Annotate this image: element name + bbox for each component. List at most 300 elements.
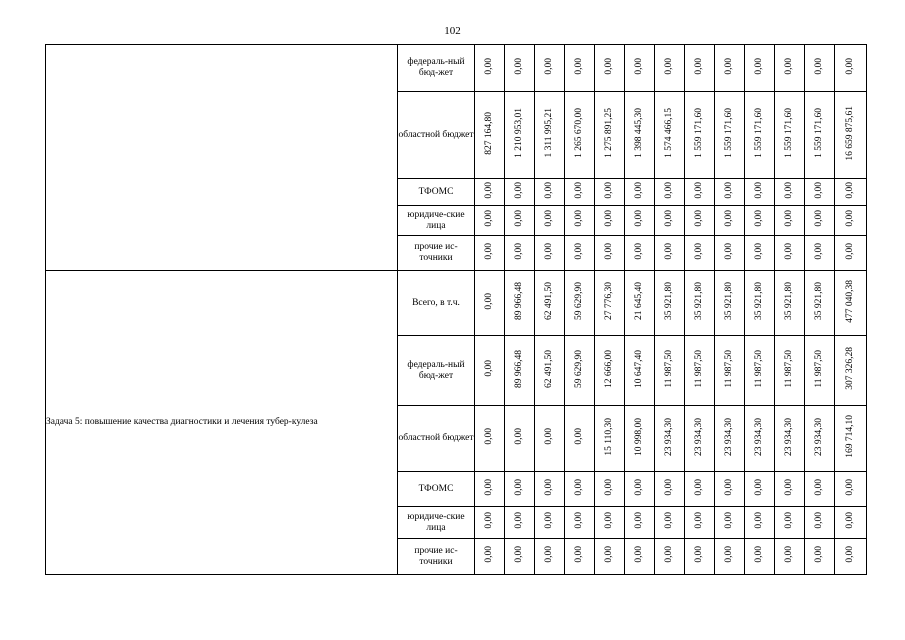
value-text: 1 559 171,60 xyxy=(784,108,794,158)
value-cell xyxy=(625,45,655,92)
value-cell xyxy=(835,472,867,507)
value-text: 0,00 xyxy=(724,546,734,563)
value-cell xyxy=(655,336,685,406)
value-cell xyxy=(625,507,655,539)
value-cell xyxy=(745,271,775,336)
value-text: 16 659 875,61 xyxy=(845,105,855,161)
value-text: 15 110,30 xyxy=(604,417,614,456)
value-cell xyxy=(685,92,715,179)
value-text: 0,00 xyxy=(544,428,554,445)
value-text: 0,00 xyxy=(814,546,824,563)
value-text: 0,00 xyxy=(845,57,855,75)
value-text: 0,00 xyxy=(724,512,734,529)
value-text: 0,00 xyxy=(634,181,644,199)
value-text: 0,00 xyxy=(514,242,524,260)
value-text: 0,00 xyxy=(574,428,584,445)
value-cell xyxy=(745,336,775,406)
value-cell xyxy=(565,206,595,236)
value-cell xyxy=(655,406,685,472)
value-cell xyxy=(745,539,775,575)
value-text: 27 776,30 xyxy=(604,282,614,320)
value-cell xyxy=(565,236,595,271)
value-text: 0,00 xyxy=(664,546,674,563)
value-text: 35 921,80 xyxy=(724,282,734,320)
value-text: 0,00 xyxy=(604,210,614,227)
value-cell xyxy=(475,206,505,236)
value-cell xyxy=(625,406,655,472)
value-text: 0,00 xyxy=(694,512,704,529)
value-text: 307 326,28 xyxy=(845,347,855,390)
value-text: 477 040,38 xyxy=(845,279,855,323)
value-text: 0,00 xyxy=(574,242,584,260)
value-cell xyxy=(505,507,535,539)
value-cell xyxy=(655,472,685,507)
value-cell xyxy=(565,539,595,575)
value-cell xyxy=(835,92,867,179)
value-cell xyxy=(745,92,775,179)
value-cell xyxy=(655,92,685,179)
value-text: 0,00 xyxy=(754,478,764,496)
value-cell xyxy=(475,406,505,472)
value-text: 0,00 xyxy=(574,210,584,227)
value-text: 1 275 891,25 xyxy=(604,108,614,158)
value-cell xyxy=(565,271,595,336)
value-cell xyxy=(775,271,805,336)
value-cell xyxy=(595,336,625,406)
value-text: 35 921,80 xyxy=(784,282,794,320)
value-text: 11 987,50 xyxy=(784,349,794,388)
value-text: 0,00 xyxy=(604,242,614,260)
value-text: 23 934,30 xyxy=(694,417,704,456)
value-text: 0,00 xyxy=(754,546,764,563)
value-cell xyxy=(775,507,805,539)
value-cell xyxy=(745,179,775,206)
value-text: 0,00 xyxy=(664,210,674,227)
value-cell xyxy=(625,179,655,206)
funding-source-cell: юридиче-ские лица xyxy=(398,507,475,539)
value-cell xyxy=(745,206,775,236)
value-text: 0,00 xyxy=(814,181,824,199)
funding-source-cell: областной бюджет xyxy=(398,406,475,472)
value-text: 0,00 xyxy=(845,210,855,227)
value-text: 0,00 xyxy=(544,478,554,496)
value-cell xyxy=(595,92,625,179)
value-cell xyxy=(505,179,535,206)
value-text: 23 934,30 xyxy=(724,417,734,456)
value-text: 1 559 171,60 xyxy=(814,108,824,158)
funding-source-cell: юридиче-ские лица xyxy=(398,206,475,236)
value-text: 0,00 xyxy=(604,57,614,75)
value-cell xyxy=(535,236,565,271)
value-text: 0,00 xyxy=(814,512,824,529)
value-text: 0,00 xyxy=(814,210,824,227)
value-text: 0,00 xyxy=(724,181,734,199)
value-text: 10 647,40 xyxy=(634,349,644,388)
value-cell xyxy=(505,206,535,236)
value-text: 59 629,90 xyxy=(574,349,584,388)
value-text: 0,00 xyxy=(484,428,494,445)
value-text: 0,00 xyxy=(544,512,554,529)
value-cell xyxy=(805,206,835,236)
value-text: 0,00 xyxy=(784,546,794,563)
value-cell xyxy=(805,336,835,406)
value-cell xyxy=(655,539,685,575)
value-cell xyxy=(625,206,655,236)
value-text: 0,00 xyxy=(845,546,855,563)
value-text: 0,00 xyxy=(484,546,494,563)
value-text: 1 574 466,15 xyxy=(664,108,674,158)
value-text: 0,00 xyxy=(544,210,554,227)
value-text: 0,00 xyxy=(514,57,524,75)
value-cell xyxy=(535,539,565,575)
value-cell xyxy=(745,406,775,472)
value-cell xyxy=(775,45,805,92)
value-text: 0,00 xyxy=(604,181,614,199)
value-cell xyxy=(775,206,805,236)
value-cell xyxy=(835,206,867,236)
value-cell xyxy=(685,539,715,575)
value-cell xyxy=(655,179,685,206)
value-cell xyxy=(775,92,805,179)
value-text: 23 934,30 xyxy=(754,417,764,456)
value-text: 1 559 171,60 xyxy=(724,108,734,158)
value-text: 0,00 xyxy=(845,181,855,199)
value-cell xyxy=(745,45,775,92)
value-cell xyxy=(565,92,595,179)
value-text: 0,00 xyxy=(724,210,734,227)
value-cell xyxy=(625,472,655,507)
value-cell xyxy=(685,336,715,406)
value-cell xyxy=(655,271,685,336)
value-cell xyxy=(475,472,505,507)
value-text: 59 629,90 xyxy=(574,282,584,320)
value-text: 0,00 xyxy=(694,210,704,227)
value-cell xyxy=(595,406,625,472)
value-cell xyxy=(475,236,505,271)
value-text: 0,00 xyxy=(754,57,764,75)
value-text: 0,00 xyxy=(484,292,494,310)
value-cell xyxy=(565,45,595,92)
value-text: 0,00 xyxy=(544,181,554,199)
value-cell xyxy=(475,92,505,179)
value-cell xyxy=(595,206,625,236)
task-cell: Задача 5: повышение качества диагностики и лечения тубер-кулеза xyxy=(46,271,398,575)
value-text: 0,00 xyxy=(694,478,704,496)
value-text: 0,00 xyxy=(664,242,674,260)
value-cell xyxy=(775,472,805,507)
value-text: 0,00 xyxy=(694,242,704,260)
value-text: 0,00 xyxy=(514,210,524,227)
value-cell xyxy=(685,406,715,472)
value-text: 0,00 xyxy=(574,181,584,199)
value-text: 11 987,50 xyxy=(814,349,824,388)
value-cell xyxy=(595,271,625,336)
value-cell xyxy=(655,507,685,539)
value-cell xyxy=(715,179,745,206)
value-text: 0,00 xyxy=(664,478,674,496)
value-text: 1 210 953,01 xyxy=(514,108,524,158)
value-text: 0,00 xyxy=(845,242,855,260)
value-cell xyxy=(715,236,745,271)
value-cell xyxy=(565,406,595,472)
value-cell xyxy=(475,271,505,336)
value-cell xyxy=(475,507,505,539)
value-text: 0,00 xyxy=(814,57,824,75)
value-cell xyxy=(505,45,535,92)
value-text: 21 645,40 xyxy=(634,282,644,320)
value-text: 0,00 xyxy=(484,181,494,199)
value-cell xyxy=(505,539,535,575)
value-text: 1 265 670,00 xyxy=(574,108,584,158)
value-text: 0,00 xyxy=(845,478,855,496)
value-cell xyxy=(745,507,775,539)
value-text: 0,00 xyxy=(694,546,704,563)
value-cell xyxy=(775,336,805,406)
value-text: 0,00 xyxy=(544,242,554,260)
value-text: 0,00 xyxy=(604,512,614,529)
value-text: 0,00 xyxy=(845,512,855,529)
value-text: 0,00 xyxy=(634,210,644,227)
value-cell xyxy=(535,206,565,236)
value-text: 0,00 xyxy=(754,210,764,227)
value-text: 0,00 xyxy=(634,478,644,496)
value-cell xyxy=(685,236,715,271)
value-cell xyxy=(595,179,625,206)
value-text: 0,00 xyxy=(784,512,794,529)
value-cell xyxy=(565,507,595,539)
value-cell xyxy=(475,179,505,206)
value-cell xyxy=(535,271,565,336)
value-text: 23 934,30 xyxy=(814,417,824,456)
value-cell xyxy=(565,179,595,206)
value-cell xyxy=(625,271,655,336)
value-cell xyxy=(475,45,505,92)
value-text: 0,00 xyxy=(634,546,644,563)
funding-source-cell: прочие ис-точники xyxy=(398,236,475,271)
value-cell xyxy=(805,236,835,271)
value-cell xyxy=(685,507,715,539)
value-text: 0,00 xyxy=(634,57,644,75)
value-text: 0,00 xyxy=(604,546,614,563)
value-text: 0,00 xyxy=(814,242,824,260)
value-text: 62 491,50 xyxy=(544,349,554,388)
value-cell xyxy=(745,472,775,507)
value-text: 0,00 xyxy=(814,478,824,496)
value-cell xyxy=(595,236,625,271)
value-cell xyxy=(745,236,775,271)
value-cell xyxy=(565,472,595,507)
page-number: 102 xyxy=(444,25,461,37)
value-text: 0,00 xyxy=(484,512,494,529)
value-text: 1 311 995,21 xyxy=(544,108,554,158)
value-cell xyxy=(625,92,655,179)
value-text: 0,00 xyxy=(724,242,734,260)
value-cell xyxy=(805,271,835,336)
value-cell xyxy=(535,45,565,92)
value-cell xyxy=(715,45,745,92)
table-row xyxy=(46,45,867,92)
value-cell xyxy=(655,206,685,236)
value-cell xyxy=(715,206,745,236)
value-text: 0,00 xyxy=(604,478,614,496)
value-cell xyxy=(595,507,625,539)
value-text: 0,00 xyxy=(484,57,494,75)
budget-table xyxy=(45,44,867,575)
value-text: 35 921,80 xyxy=(694,282,704,320)
value-text: 89 966,48 xyxy=(514,349,524,388)
funding-source-cell: ТФОМС xyxy=(398,179,475,206)
value-cell xyxy=(655,45,685,92)
value-cell xyxy=(625,539,655,575)
value-text: 0,00 xyxy=(664,181,674,199)
value-text: 11 987,50 xyxy=(694,349,704,388)
value-text: 0,00 xyxy=(664,57,674,75)
funding-source-cell: прочие ис-точники xyxy=(398,539,475,575)
value-cell xyxy=(535,336,565,406)
value-cell xyxy=(805,539,835,575)
value-cell xyxy=(835,336,867,406)
value-text: 0,00 xyxy=(574,546,584,563)
value-text: 0,00 xyxy=(544,546,554,563)
value-text: 0,00 xyxy=(484,242,494,260)
value-cell xyxy=(535,179,565,206)
value-text: 12 666,00 xyxy=(604,349,614,388)
value-text: 1 559 171,60 xyxy=(754,108,764,158)
funding-source-cell: Всего, в т.ч. xyxy=(398,271,475,336)
value-cell xyxy=(835,45,867,92)
value-cell xyxy=(715,271,745,336)
value-text: 1 559 171,60 xyxy=(694,108,704,158)
value-cell xyxy=(535,406,565,472)
value-text: 0,00 xyxy=(634,512,644,529)
value-cell xyxy=(565,336,595,406)
value-text: 10 998,00 xyxy=(634,417,644,456)
value-cell xyxy=(835,236,867,271)
value-cell xyxy=(625,236,655,271)
funding-source-cell: федераль-ный бюд-жет xyxy=(398,336,475,406)
funding-source-cell: ТФОМС xyxy=(398,472,475,507)
value-cell xyxy=(715,336,745,406)
value-text: 0,00 xyxy=(574,57,584,75)
value-text: 0,00 xyxy=(514,478,524,496)
value-text: 0,00 xyxy=(514,512,524,529)
value-text: 11 987,50 xyxy=(664,349,674,388)
value-text: 0,00 xyxy=(664,512,674,529)
value-cell xyxy=(775,539,805,575)
value-cell xyxy=(475,336,505,406)
value-text: 0,00 xyxy=(634,242,644,260)
value-text: 35 921,80 xyxy=(664,282,674,320)
value-text: 62 491,50 xyxy=(544,282,554,320)
value-cell xyxy=(805,45,835,92)
value-text: 23 934,30 xyxy=(784,417,794,456)
value-cell xyxy=(685,179,715,206)
value-text: 0,00 xyxy=(724,57,734,75)
value-cell xyxy=(775,236,805,271)
value-cell xyxy=(805,92,835,179)
value-cell xyxy=(805,179,835,206)
value-text: 0,00 xyxy=(784,181,794,199)
value-text: 0,00 xyxy=(514,546,524,563)
value-text: 0,00 xyxy=(544,57,554,75)
value-text: 0,00 xyxy=(754,181,764,199)
value-cell xyxy=(475,539,505,575)
value-cell xyxy=(835,179,867,206)
value-text: 11 987,50 xyxy=(754,349,764,388)
value-cell xyxy=(535,472,565,507)
value-text: 0,00 xyxy=(514,181,524,199)
value-cell xyxy=(835,271,867,336)
value-cell xyxy=(805,406,835,472)
value-cell xyxy=(505,406,535,472)
value-cell xyxy=(655,236,685,271)
value-cell xyxy=(715,472,745,507)
value-cell xyxy=(685,271,715,336)
value-cell xyxy=(715,539,745,575)
value-text: 11 987,50 xyxy=(724,349,734,388)
value-cell xyxy=(685,472,715,507)
value-text: 0,00 xyxy=(514,428,524,445)
value-cell xyxy=(715,92,745,179)
value-cell xyxy=(595,472,625,507)
value-cell xyxy=(595,539,625,575)
value-cell xyxy=(595,45,625,92)
value-text: 23 934,30 xyxy=(664,417,674,456)
value-cell xyxy=(685,45,715,92)
value-text: 0,00 xyxy=(754,242,764,260)
value-text: 0,00 xyxy=(574,512,584,529)
value-cell xyxy=(835,507,867,539)
value-text: 35 921,80 xyxy=(754,282,764,320)
value-cell xyxy=(505,236,535,271)
value-text: 0,00 xyxy=(724,478,734,496)
value-text: 1 398 445,30 xyxy=(634,108,644,158)
value-cell xyxy=(775,406,805,472)
funding-source-cell: федераль-ный бюд-жет xyxy=(398,45,475,92)
value-text: 89 966,48 xyxy=(514,282,524,320)
value-cell xyxy=(505,336,535,406)
value-text: 0,00 xyxy=(784,210,794,227)
value-text: 0,00 xyxy=(484,478,494,496)
value-text: 0,00 xyxy=(784,57,794,75)
value-cell xyxy=(835,539,867,575)
value-cell xyxy=(535,507,565,539)
value-cell xyxy=(835,406,867,472)
value-cell xyxy=(625,336,655,406)
value-text: 169 714,10 xyxy=(845,415,855,458)
value-text: 0,00 xyxy=(484,210,494,227)
value-cell xyxy=(715,406,745,472)
value-text: 0,00 xyxy=(694,57,704,75)
value-text: 0,00 xyxy=(784,478,794,496)
value-text: 35 921,80 xyxy=(814,282,824,320)
table-row xyxy=(46,271,867,336)
value-text: 827 164,80 xyxy=(484,111,494,155)
value-cell xyxy=(685,206,715,236)
value-cell xyxy=(505,271,535,336)
value-cell xyxy=(775,179,805,206)
value-text: 0,00 xyxy=(484,360,494,377)
funding-source-cell: областной бюджет xyxy=(398,92,475,179)
task-cell xyxy=(46,45,398,271)
value-text: 0,00 xyxy=(574,478,584,496)
value-text: 0,00 xyxy=(754,512,764,529)
value-cell xyxy=(505,472,535,507)
value-text: 0,00 xyxy=(784,242,794,260)
value-cell xyxy=(805,507,835,539)
value-cell xyxy=(535,92,565,179)
value-text: 0,00 xyxy=(694,181,704,199)
